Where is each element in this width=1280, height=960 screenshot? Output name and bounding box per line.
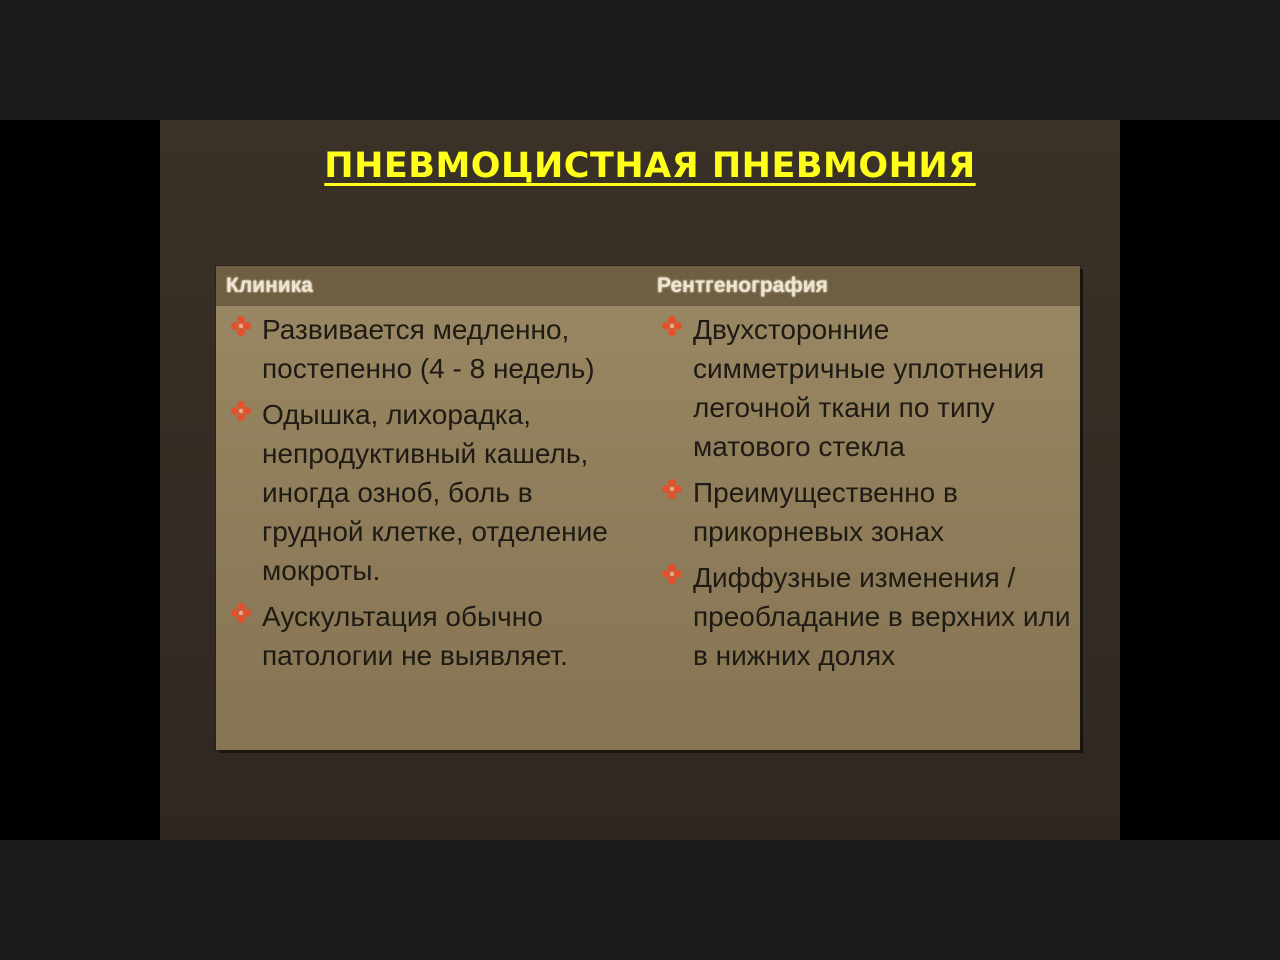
list-item-text: Диффузные изменения / преобладание в верхних или в нижних долях	[693, 562, 1071, 671]
column-clinic	[230, 310, 640, 682]
column-header-radiography: Рентгенография	[657, 274, 828, 297]
letterbox-top	[0, 0, 1280, 120]
list-item-text: Двухсторонние симметричные уплотнения легочной ткани по типу матового стекла	[693, 314, 1045, 462]
pillarbox-right	[1120, 120, 1280, 840]
flower-bullet-icon	[230, 315, 252, 337]
flower-bullet-icon	[661, 563, 683, 585]
flower-bullet-icon	[230, 602, 252, 624]
list-item	[661, 473, 1071, 551]
column-header-clinic: Клиника	[226, 274, 313, 297]
flower-bullet-icon	[661, 315, 683, 337]
list-item	[230, 310, 640, 388]
list-item-text: Преимущественно в прикорневых зонах	[693, 477, 958, 547]
slide-title: ПНЕВМОЦИСТНАЯ ПНЕВМОНИЯ	[324, 146, 976, 186]
flower-bullet-icon	[230, 400, 252, 422]
list-item-text: Развивается медленно, постепенно (4 - 8 недель)	[262, 314, 595, 384]
pillarbox-left	[0, 120, 160, 840]
letterbox-bottom	[0, 840, 1280, 960]
list-item	[661, 558, 1071, 675]
list-item	[661, 310, 1071, 466]
list-item-text: Аускультация обычно патологии не выявляет.	[262, 601, 568, 671]
presentation-slide	[160, 120, 1120, 840]
list-item	[230, 597, 640, 675]
table-header-row	[216, 266, 1080, 306]
column-radiography	[661, 310, 1071, 682]
comparison-table	[216, 266, 1080, 750]
list-item-text: Одышка, лихорадка, непродуктивный кашель, иногда озноб, боль в грудной клетке, отделение мокроты.	[262, 399, 608, 586]
list-item	[230, 395, 640, 590]
flower-bullet-icon	[661, 478, 683, 500]
